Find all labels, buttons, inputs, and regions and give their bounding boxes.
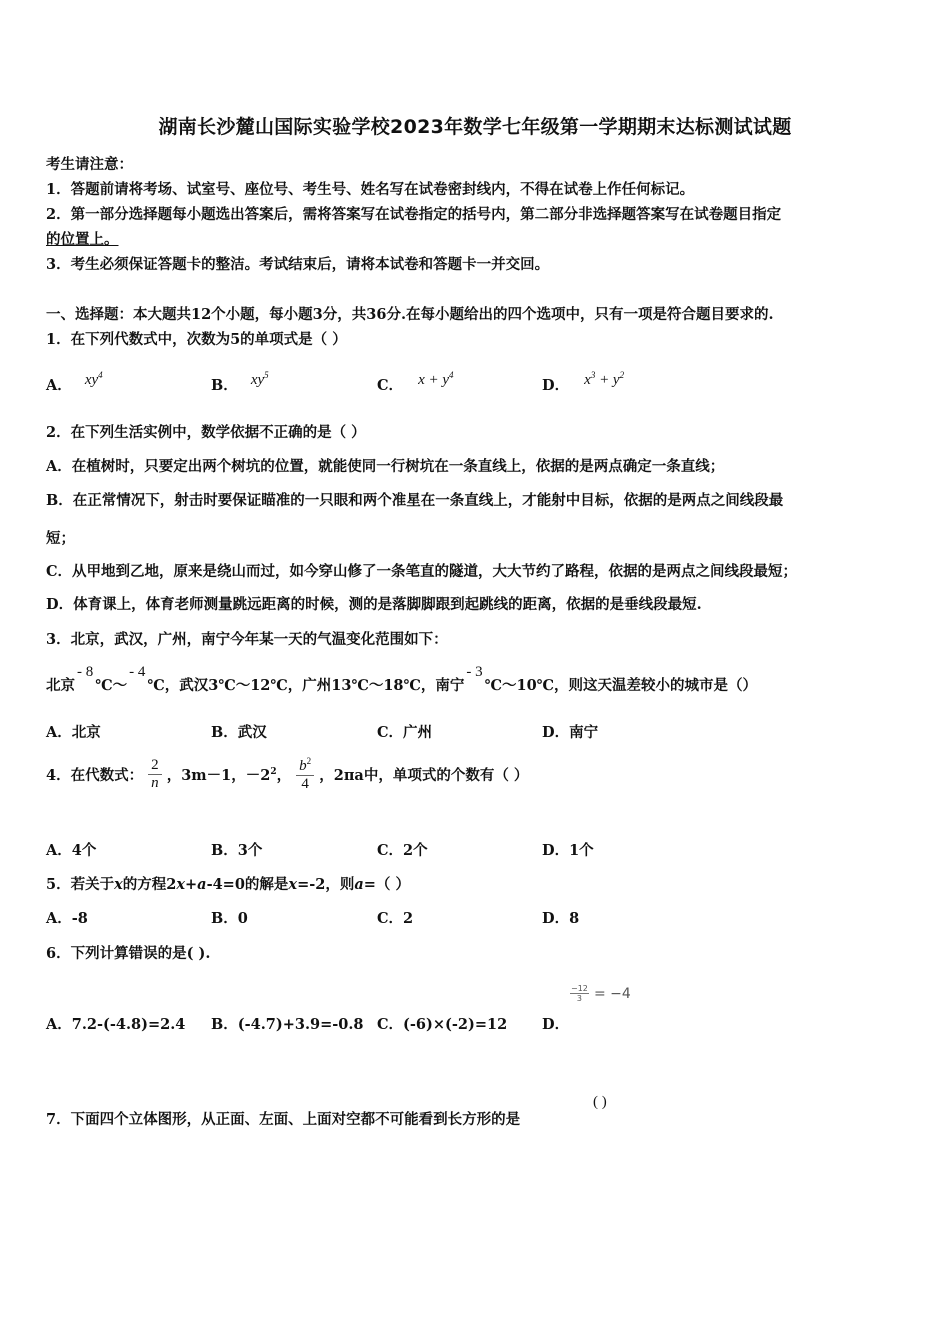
q7-answer-paren: ( ): [593, 1094, 607, 1110]
notice-item-2-cont: 的位置上。: [46, 231, 119, 248]
q4-fraction-2: $\frac{b^2}{4}$: [296, 756, 314, 793]
q1-option-c-expr: $x + y^4$: [418, 370, 454, 388]
q1-option-c: C． $x + y^4$: [377, 370, 454, 394]
q4-option-b: B．3个: [211, 842, 263, 859]
q1-option-a-expr: $xy^4$: [84, 370, 103, 388]
page-title: 湖南长沙麓山国际实验学校2023年数学七年级第一学期期末达标测试试题: [158, 116, 792, 138]
notice-item-2: 2．第一部分选择题每小题选出答案后，需将答案写在试卷指定的括号内，第二部分非选择题答案写在试卷题目指定: [46, 206, 782, 223]
q6-option-b: B．(-4.7)+3.9=-0.8: [211, 1016, 364, 1033]
notice-item-1: 1．答题前请将考场、试室号、座位号、考生号、姓名写在试卷密封线内，不得在试卷上作任何标记。: [46, 181, 695, 198]
notice-item-3: 3．考生必须保证答题卡的整洁。考试结束后，请将本试卷和答题卡一并交回。: [46, 256, 550, 273]
q4-stem: 4．在代数式： $\frac{2}{n}$ ，3m－1，$-2^2$， $\frac{b^2}{4}$ ，2πa中，单项式的个数有（ ）: [46, 756, 529, 792]
q5-option-b: B．0: [211, 910, 248, 927]
q2-option-b: B．在正常情况下，射击时要保证瞄准的一只眼和两个准星在一条直线上，才能射中目标，依据的是两点之间线段最: [46, 492, 784, 509]
q6-option-d-expr: $\frac{-12}{3}$ = −4: [571, 984, 631, 1003]
q7-stem: 7．下面四个立体图形，从正面、左面、上面对空都不可能看到长方形的是: [46, 1111, 521, 1128]
q3-option-c: C．广州: [377, 724, 433, 741]
q1-stem: 1．在下列代数式中，次数为5的单项式是（ ）: [46, 331, 347, 348]
q3-option-d: D．南宁: [542, 724, 599, 741]
q4-fraction-1: $\frac{2}{n}$: [148, 757, 162, 792]
notice-heading: 考生请注意：: [46, 156, 133, 173]
q6-option-a: A．7.2-(-4.8)=2.4: [46, 1016, 186, 1033]
q1-option-d-expr: $x^3 + y^2$: [584, 370, 625, 388]
q5-option-a: A．-8: [46, 910, 88, 927]
q6-stem: 6．下列计算错误的是( ).: [46, 945, 211, 962]
q5-stem: 5．若关于x的方程2x+a-4=0的解是x=-2，则a=（ ）: [46, 876, 410, 893]
q2-option-b-cont: 短；: [46, 530, 75, 547]
q1-option-b: B． $xy^5$: [211, 370, 269, 394]
q2-option-a: A．在植树时，只要定出两个树坑的位置，就能使同一行树坑在一条直线上，依据的是两点确定一条直线；: [46, 458, 725, 475]
q1-option-a: A． $xy^4$: [46, 370, 103, 394]
q3-stem: 3．北京，武汉，广州，南宁今年某一天的气温变化范围如下：: [46, 631, 448, 648]
section-heading: 一、选择题：本大题共12个小题，每小题3分，共36分.在每小题给出的四个选项中，只有一项是符合题目要求的.: [46, 306, 774, 323]
q1-option-d: D． $x^3 + y^2$: [542, 370, 625, 394]
q6-option-c: C．(-6)×(-2)=12: [377, 1016, 508, 1033]
q3-temperatures: 北京- 8℃～- 4℃，武汉3℃～12℃，广州13℃～18℃，南宁- 3℃～10℃，则这天温差较小的城市是（）: [46, 664, 758, 694]
q4-option-a: A．4个: [46, 842, 97, 859]
q6-option-d: D．: [542, 1016, 570, 1033]
q2-option-d: D．体育课上，体育老师测量跳远距离的时候，测的是落脚脚跟到起跳线的距离，依据的是垂线段最短.: [46, 596, 702, 613]
q3-option-a: A．北京: [46, 724, 101, 741]
q1-option-b-expr: $xy^5$: [250, 370, 269, 388]
q2-stem: 2．在下列生活实例中，数学依据不正确的是（ ）: [46, 424, 366, 441]
q5-option-c: C．2: [377, 910, 414, 927]
q5-option-d: D．8: [542, 910, 580, 927]
q2-option-c: C．从甲地到乙地，原来是绕山而过，如今穿山修了一条笔直的隧道，大大节约了路程，依据的是两点之间线段最短；: [46, 563, 798, 580]
q4-option-d: D．1个: [542, 842, 594, 859]
q3-option-b: B．武汉: [211, 724, 267, 741]
q4-option-c: C．2个: [377, 842, 428, 859]
